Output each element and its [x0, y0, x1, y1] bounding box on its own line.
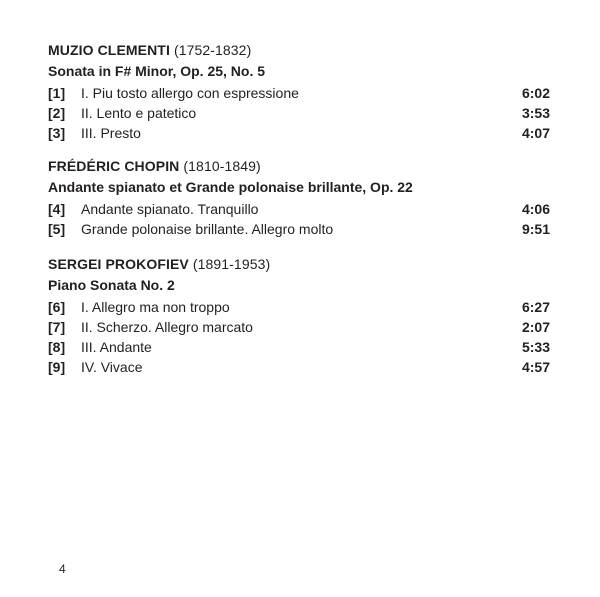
track-duration: 2:07	[521, 319, 550, 335]
track-number: [3]	[48, 125, 66, 141]
section-clementi	[48, 41, 550, 143]
section-prokofiev	[48, 255, 550, 377]
track-title: IV. Vivace	[81, 359, 143, 375]
track-number: [5]	[48, 221, 66, 237]
track-title: Andante spianato. Tranquillo	[81, 201, 259, 217]
track-row	[48, 103, 550, 123]
composer-heading	[48, 157, 550, 175]
track-duration: 4:07	[521, 125, 550, 141]
track-number: [2]	[48, 105, 66, 121]
track-row	[48, 123, 550, 143]
section-chopin	[48, 157, 550, 239]
track-number: [4]	[48, 201, 66, 217]
track-duration: 6:27	[521, 299, 550, 315]
track-row	[48, 357, 550, 377]
page-number: 4	[59, 562, 66, 576]
track-number: [6]	[48, 299, 66, 315]
composer-dates: (1891-1953)	[192, 256, 271, 272]
track-number: [8]	[48, 339, 66, 355]
composer-dates: (1810-1849)	[183, 158, 261, 174]
track-number: [1]	[48, 85, 66, 101]
track-title: II. Scherzo. Allegro marcato	[81, 319, 253, 335]
composer-name: FRÉDÉRIC CHOPIN	[48, 158, 180, 174]
composer-dates: (1752-1832)	[173, 42, 252, 58]
track-duration: 4:57	[521, 359, 550, 375]
work-title: Piano Sonata No. 2	[48, 277, 175, 293]
track-title: Grande polonaise brillante. Allegro molto	[81, 221, 334, 237]
track-duration: 5:33	[521, 339, 550, 355]
track-title: III. Andante	[81, 339, 152, 355]
composer-name: SERGEI PROKOFIEV	[48, 256, 189, 272]
track-duration: 6:02	[521, 85, 550, 101]
composer-name: MUZIO CLEMENTI	[48, 42, 170, 58]
track-duration: 9:51	[521, 221, 550, 237]
track-title: I. Allegro ma non troppo	[81, 299, 230, 315]
track-duration: 3:53	[521, 105, 550, 121]
track-row	[48, 317, 550, 337]
track-row	[48, 337, 550, 357]
track-title: II. Lento e patetico	[81, 105, 197, 121]
composer-heading	[48, 255, 550, 273]
composer-heading	[48, 41, 550, 59]
track-number: [7]	[48, 319, 66, 335]
track-title: III. Presto	[81, 125, 141, 141]
track-number: [9]	[48, 359, 66, 375]
track-title: I. Piu tosto allergo con espressione	[81, 85, 299, 101]
track-row	[48, 199, 550, 219]
work-title: Sonata in F# Minor, Op. 25, No. 5	[48, 63, 266, 79]
work-title: Andante spianato et Grande polonaise brillante, Op. 22	[48, 179, 413, 195]
track-duration: 4:06	[521, 201, 550, 217]
track-row	[48, 83, 550, 103]
track-row	[48, 219, 550, 239]
track-row	[48, 297, 550, 317]
